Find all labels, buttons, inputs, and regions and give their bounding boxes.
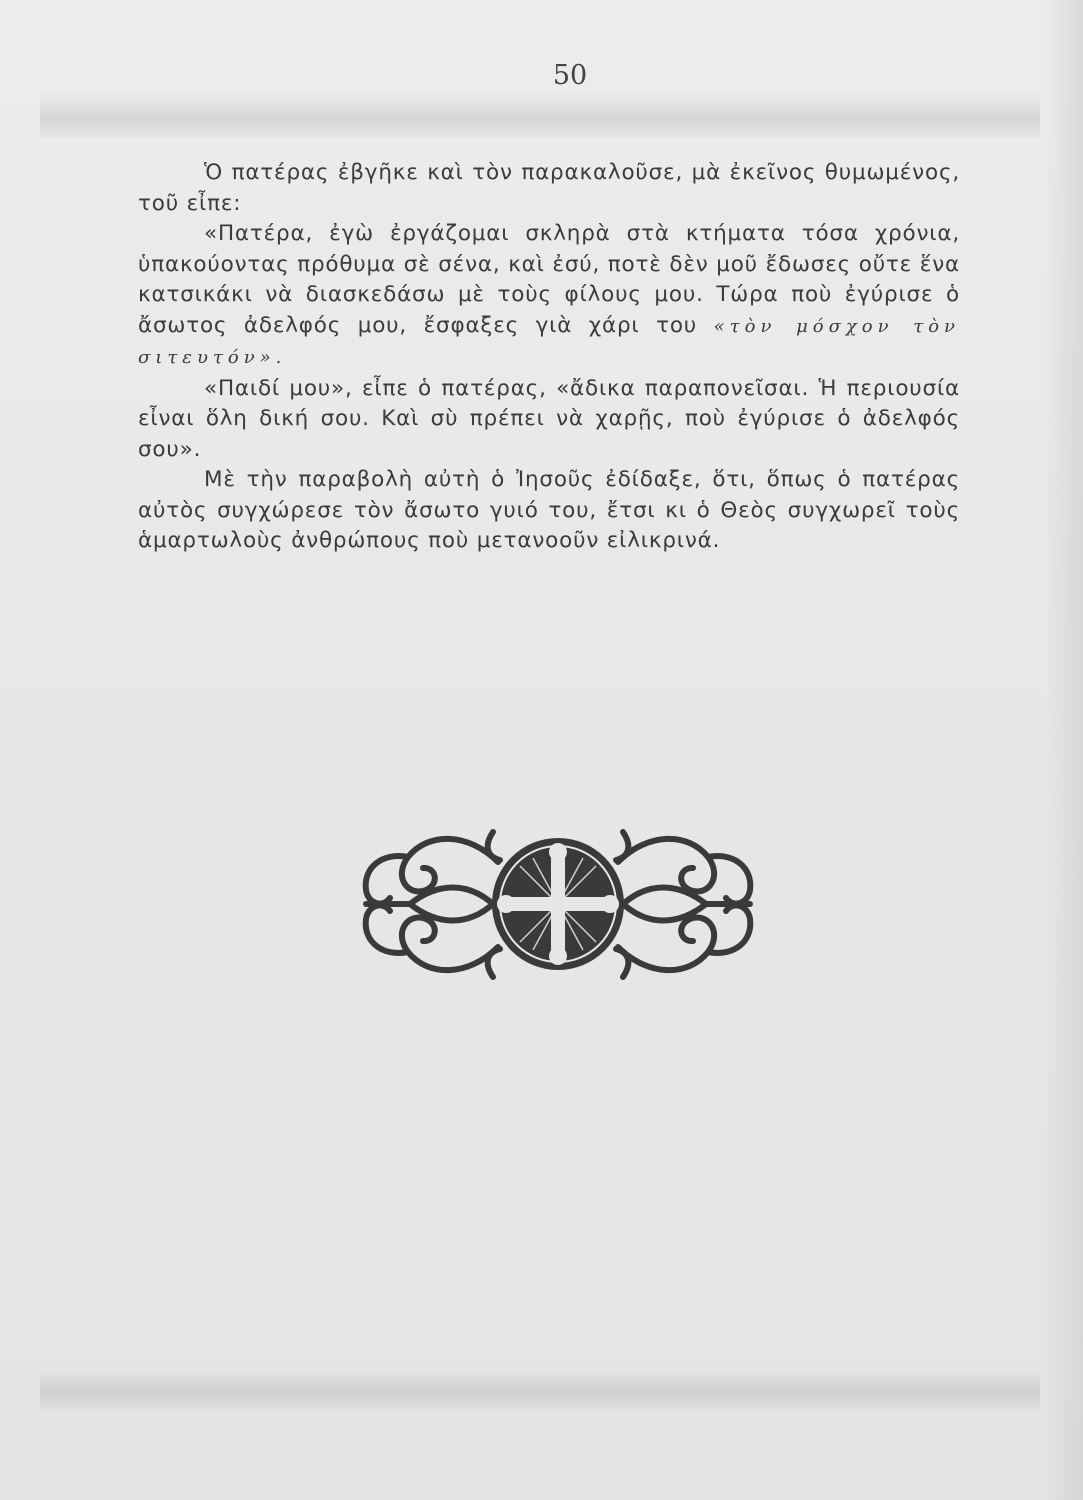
page-number: 50 <box>552 60 588 91</box>
paragraph-4: Μὲ τὴν παραβολὴ αὐτὴ ὁ Ἰησοῦς ἐδίδαξε, ὅτι, ὅπως ὁ πατέρας αὐτὸς συγχώρεσε τὸν ἄσωτο γυιό του, ἔτσι κι ὁ Θεὸς συγχωρεῖ τοὺς ἁμαρτωλοὺς ἀνθρώπους ποὺ μετανοοῦν εἰλικρινά. <box>138 467 960 553</box>
scan-edge-right <box>1043 0 1083 1500</box>
scan-shadow-bottom <box>40 1375 1040 1411</box>
paragraph-2-quote: «τὸν μόσχον τὸν σιτευτόν». <box>138 315 960 368</box>
cross-medallion-ornament-icon <box>348 822 768 987</box>
scan-shadow-top <box>40 92 1040 138</box>
paragraph-2-text: «Πατέρα, ἐγὼ ἐργάζομαι σκληρὰ στὰ κτήματα τόσα χρόνια, ὑπακούοντας πρόθυμα σὲ σένα, καὶ ἐσύ, ποτὲ δὲν μοῦ ἔδωσες οὔτε ἕνα κατσικάκι νὰ διασκεδάσω μὲ τοὺς φίλους μου. Τώρα ποὺ ἐγύρισε ὁ ἄσωτος ἀδελφός μου, ἔσφαξες γιὰ χάρι του <box>138 221 960 338</box>
paragraph-3: «Παιδί μου», εἶπε ὁ πατέρας, «ἄδικα παραπονεῖσαι. Ἡ περιουσία εἶναι ὅλη δική σου. Καὶ σὺ πρέπει νὰ χαρῇς, ποὺ ἐγύρισε ὁ ἀδελφός σου». <box>138 375 960 462</box>
body-text <box>138 158 960 557</box>
paragraph-1: Ὁ πατέρας ἐβγῆκε καὶ τὸν παρακαλοῦσε, μὰ ἐκεῖνος θυμωμένος, τοῦ εἶπε: <box>138 160 960 216</box>
paragraph-2 <box>138 219 960 374</box>
